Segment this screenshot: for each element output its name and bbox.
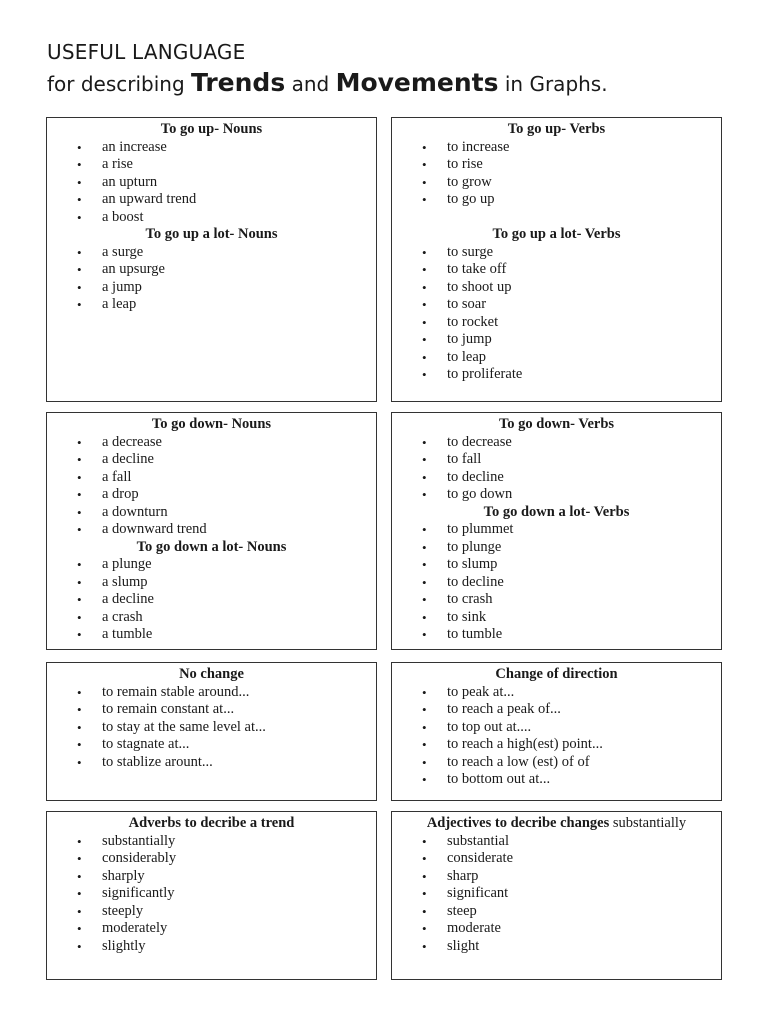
list-item: • a decline xyxy=(77,451,376,469)
list-item: • to remain constant at... xyxy=(77,701,376,719)
box-title-suffix: substantially xyxy=(609,815,687,831)
list-item: • to go down xyxy=(422,486,721,504)
list-item: • an upturn xyxy=(77,174,376,192)
list-item: • to jump xyxy=(422,331,721,349)
word-list xyxy=(392,684,721,789)
list-item: • substantially xyxy=(77,833,376,851)
subtitle-trends: Trends xyxy=(191,68,286,97)
list-item: • a plunge xyxy=(77,556,376,574)
box-title: To go up- Nouns xyxy=(160,121,263,137)
list-item: • an upsurge xyxy=(77,261,376,279)
list-item: • to stay at the same level at... xyxy=(77,719,376,737)
list-item: • an upward trend xyxy=(77,191,376,209)
subtitle-movements: Movements xyxy=(335,68,499,97)
box-subtitle: To go down a lot- Nouns xyxy=(136,538,287,555)
list-item: • a boost xyxy=(77,209,376,227)
list-item: • to go up xyxy=(422,191,721,209)
list-item: • to rocket xyxy=(422,314,721,332)
list-item: • slightly xyxy=(77,938,376,956)
box-change-direction xyxy=(391,662,722,801)
list-item: • steeply xyxy=(77,903,376,921)
box-title-bold: Adjectives to decribe changes xyxy=(426,815,610,831)
word-list xyxy=(47,139,376,227)
list-item: • a decrease xyxy=(77,434,376,452)
list-item: • to rise xyxy=(422,156,721,174)
list-item: • to top out at.... xyxy=(422,719,721,737)
list-item: • to bottom out at... xyxy=(422,771,721,789)
list-item: • to decline xyxy=(422,469,721,487)
list-item: • to plummet xyxy=(422,521,721,539)
list-item: • considerate xyxy=(422,850,721,868)
list-item: • to surge xyxy=(422,244,721,262)
page-title: USEFUL LANGUAGE xyxy=(47,40,246,64)
box-no-change xyxy=(46,662,377,801)
word-list xyxy=(47,244,376,314)
list-item: • a crash xyxy=(77,609,376,627)
list-item: • to crash xyxy=(422,591,721,609)
list-item: • a jump xyxy=(77,279,376,297)
list-item: • slight xyxy=(422,938,721,956)
subtitle-and: and xyxy=(285,72,336,96)
list-item: • moderately xyxy=(77,920,376,938)
box-adverbs xyxy=(46,811,377,980)
list-item: • to soar xyxy=(422,296,721,314)
list-item: • to sink xyxy=(422,609,721,627)
list-item: • to decline xyxy=(422,574,721,592)
list-item: • to stagnate at... xyxy=(77,736,376,754)
list-item: • to leap xyxy=(422,349,721,367)
word-list xyxy=(392,139,721,209)
word-list xyxy=(392,521,721,644)
list-item: • a leap xyxy=(77,296,376,314)
list-item: • to slump xyxy=(422,556,721,574)
box-title: Adverbs to decribe a trend xyxy=(128,815,295,831)
list-item: • sharply xyxy=(77,868,376,886)
list-item: • a drop xyxy=(77,486,376,504)
word-list xyxy=(392,244,721,384)
subtitle-post: in Graphs. xyxy=(498,72,608,96)
box-title: To go down- Verbs xyxy=(498,416,615,432)
list-item: • to take off xyxy=(422,261,721,279)
box-subtitle: To go up a lot- Nouns xyxy=(145,226,278,242)
list-item: • a slump xyxy=(77,574,376,592)
list-item: • to reach a peak of... xyxy=(422,701,721,719)
box-title: No change xyxy=(179,666,244,682)
box-up-verbs xyxy=(391,117,722,402)
list-item: • to shoot up xyxy=(422,279,721,297)
list-item: • to reach a low (est) of of xyxy=(422,754,721,772)
box-subtitle: To go up a lot- Verbs xyxy=(492,226,621,242)
word-list xyxy=(47,833,376,956)
word-list xyxy=(47,684,376,772)
list-item: • a decline xyxy=(77,591,376,609)
box-down-verbs xyxy=(391,412,722,650)
list-item: • considerably xyxy=(77,850,376,868)
list-item: • moderate xyxy=(422,920,721,938)
list-item: • significant xyxy=(422,885,721,903)
list-item: • a downturn xyxy=(77,504,376,522)
list-item: • an increase xyxy=(77,139,376,157)
list-item: • to tumble xyxy=(422,626,721,644)
word-list xyxy=(47,556,376,644)
box-up-nouns xyxy=(46,117,377,402)
list-item: • to stablize arount... xyxy=(77,754,376,772)
list-item: • to remain stable around... xyxy=(77,684,376,702)
list-item: • a downward trend xyxy=(77,521,376,539)
box-title: To go down- Nouns xyxy=(151,416,272,432)
box-down-nouns xyxy=(46,412,377,650)
page-subtitle xyxy=(47,70,608,97)
list-item: • a tumble xyxy=(77,626,376,644)
list-item: • substantial xyxy=(422,833,721,851)
page-header xyxy=(47,40,608,97)
list-item: • significantly xyxy=(77,885,376,903)
list-item: • a rise xyxy=(77,156,376,174)
box-adjectives xyxy=(391,811,722,980)
list-item: • to peak at... xyxy=(422,684,721,702)
list-item: • a fall xyxy=(77,469,376,487)
box-subtitle: To go down a lot- Verbs xyxy=(483,503,630,520)
list-item: • to increase xyxy=(422,139,721,157)
list-item: • to plunge xyxy=(422,539,721,557)
word-list xyxy=(392,833,721,956)
list-item: • to decrease xyxy=(422,434,721,452)
box-title xyxy=(392,815,721,833)
list-item: • to fall xyxy=(422,451,721,469)
word-list xyxy=(392,434,721,504)
list-item: • to grow xyxy=(422,174,721,192)
list-item: • steep xyxy=(422,903,721,921)
subtitle-pre: for describing xyxy=(47,72,192,96)
list-item: • to proliferate xyxy=(422,366,721,384)
list-item: • to reach a high(est) point... xyxy=(422,736,721,754)
word-list xyxy=(47,434,376,539)
list-item: • sharp xyxy=(422,868,721,886)
box-title: To go up- Verbs xyxy=(507,121,606,137)
box-title: Change of direction xyxy=(495,666,618,682)
list-item: • a surge xyxy=(77,244,376,262)
